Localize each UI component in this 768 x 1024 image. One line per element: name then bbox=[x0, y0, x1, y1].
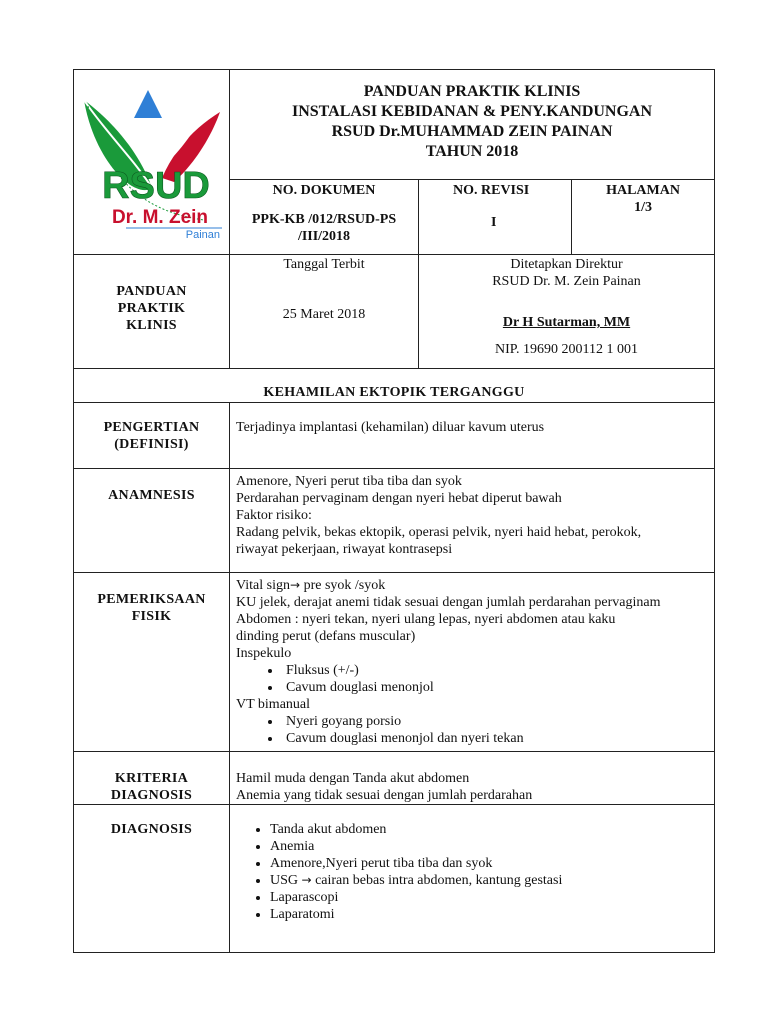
criteria-line-1: Hamil muda dengan Tanda akut abdomen bbox=[236, 771, 470, 786]
list-item: • Laparatomi bbox=[270, 906, 714, 923]
anamnesis-line-4: Radang pelvik, bekas ektopik, operasi pelvik, nyeri haid hebat, perokok, bbox=[236, 525, 642, 540]
anamnesis-label: ANAMNESIS bbox=[108, 488, 195, 503]
list-item: • Cavum douglasi menonjol dan nyeri tekan bbox=[282, 730, 708, 747]
revision-value: I bbox=[491, 215, 497, 230]
physical-exam-label-line-2: FISIK bbox=[131, 609, 172, 624]
criteria-label-line-1: KRITERIA bbox=[114, 771, 189, 786]
doc-number-cell bbox=[230, 180, 419, 255]
criteria-label-cell bbox=[74, 752, 230, 805]
document-title bbox=[230, 70, 714, 162]
diagnosis-label: DIAGNOSIS bbox=[110, 822, 193, 837]
physical-exam-content-cell bbox=[230, 573, 715, 752]
anamnesis-content-cell bbox=[230, 469, 715, 573]
list-item: • Nyeri goyang porsio bbox=[282, 713, 708, 730]
doc-number-line-1: PPK-KB /012/RSUD-PS bbox=[251, 212, 397, 227]
criteria-line-2: Anemia yang tidak sesuai dengan jumlah perdarahan bbox=[236, 788, 533, 803]
definition-label-cell bbox=[74, 403, 230, 469]
title-line-2: INSTALASI KEBIDANAN & PENY.KANDUNGAN bbox=[291, 103, 653, 120]
vt-label: VT bimanual bbox=[236, 697, 311, 712]
criteria-label bbox=[74, 752, 229, 804]
criteria-label-line-2: DIAGNOSIS bbox=[110, 788, 193, 803]
physical-exam-label-cell bbox=[74, 573, 230, 752]
doc-number-label: NO. DOKUMEN bbox=[272, 183, 376, 198]
usg-prefix: USG bbox=[270, 873, 299, 888]
vital-sign-line bbox=[236, 577, 708, 594]
approved-by-line-2: RSUD Dr. M. Zein Painan bbox=[492, 274, 641, 289]
diagnosis-content-cell bbox=[230, 805, 715, 953]
header-title-cell bbox=[230, 70, 715, 180]
director-name: Dr H Sutarman, MM bbox=[502, 315, 631, 330]
svg-text:Painan: Painan bbox=[185, 229, 220, 241]
title-line-4: TAHUN 2018 bbox=[425, 143, 519, 160]
revision-cell bbox=[419, 180, 572, 255]
vt-list bbox=[236, 713, 708, 747]
guideline-label-line-3: KLINIS bbox=[126, 318, 177, 333]
list-item: • Amenore,Nyeri perut tiba tiba dan syok bbox=[270, 855, 714, 872]
definition-label-line-1: PENGERTIAN bbox=[103, 420, 200, 435]
diagnosis-list bbox=[230, 805, 714, 923]
usg-suffix: cairan bebas intra abdomen, kantung gestasi bbox=[311, 873, 563, 888]
title-line-1: PANDUAN PRAKTIK KLINIS bbox=[363, 83, 581, 100]
definition-label-line-2: (DEFINISI) bbox=[114, 437, 189, 452]
exam-line-3: dinding perut (defans muscular) bbox=[236, 629, 416, 644]
criteria-content bbox=[230, 752, 714, 804]
svg-text:Dr. M. Zein: Dr. M. Zein bbox=[111, 207, 209, 228]
right-arrow-icon: → bbox=[290, 578, 301, 592]
approved-by-line-1: Ditetapkan Direktur bbox=[510, 257, 623, 272]
clinical-guideline-table bbox=[73, 69, 715, 953]
logo-graphic bbox=[74, 70, 228, 254]
guideline-label-line-2: PRAKTIK bbox=[117, 301, 186, 316]
list-item: • Fluksus (+/-) bbox=[282, 662, 708, 679]
vital-sign-prefix: Vital sign bbox=[236, 578, 290, 593]
definition-text: Terjadinya implantasi (kehamilan) diluar kavum uterus bbox=[236, 420, 545, 435]
list-item: • Laparascopi bbox=[270, 889, 714, 906]
vital-sign-suffix: pre syok /syok bbox=[300, 578, 386, 593]
director-nip: NIP. 19690 200112 1 001 bbox=[495, 342, 638, 357]
guideline-label-line-1: PANDUAN bbox=[116, 284, 187, 299]
issue-date-cell bbox=[230, 255, 419, 369]
guideline-label bbox=[74, 255, 229, 334]
revision-label: NO. REVISI bbox=[453, 183, 530, 198]
exam-line-4: Inspekulo bbox=[236, 646, 292, 661]
right-arrow-icon: → bbox=[301, 873, 312, 887]
anamnesis-line-2: Perdarahan pervaginam dengan nyeri hebat diperut bawah bbox=[236, 491, 562, 506]
topic-cell bbox=[74, 369, 715, 403]
anamnesis-label-cell bbox=[74, 469, 230, 573]
page-cell bbox=[572, 180, 715, 255]
exam-line-1: KU jelek, derajat anemi tidak sesuai dengan jumlah perdarahan pervaginam bbox=[236, 595, 661, 610]
list-item bbox=[270, 872, 714, 889]
diagnosis-label-cell bbox=[74, 805, 230, 953]
list-item: • Tanda akut abdomen bbox=[270, 821, 714, 838]
doc-number-line-2: /III/2018 bbox=[297, 229, 351, 244]
physical-exam-label bbox=[74, 573, 229, 625]
hospital-logo bbox=[74, 70, 228, 254]
issue-date-label: Tanggal Terbit bbox=[283, 257, 365, 272]
physical-exam-label-line-1: PEMERIKSAAN bbox=[97, 592, 206, 607]
anamnesis-content bbox=[230, 469, 714, 562]
list-item: • Anemia bbox=[270, 838, 714, 855]
list-item: • Cavum douglasi menonjol bbox=[282, 679, 708, 696]
anamnesis-line-1: Amenore, Nyeri perut tiba tiba dan syok bbox=[236, 474, 462, 489]
anamnesis-line-3: Faktor risiko: bbox=[236, 508, 312, 523]
title-line-3: RSUD Dr.MUHAMMAD ZEIN PAINAN bbox=[331, 123, 613, 140]
exam-line-2: Abdomen : nyeri tekan, nyeri ulang lepas, nyeri abdomen atau kaku bbox=[236, 612, 616, 627]
logo-cell bbox=[74, 70, 230, 255]
svg-text:RSUD: RSUD bbox=[102, 165, 210, 207]
page-label: HALAMAN bbox=[606, 183, 680, 198]
physical-exam-content bbox=[230, 573, 714, 751]
anamnesis-line-5: riwayat pekerjaan, riwayat kontrasepsi bbox=[236, 542, 453, 557]
page-value: 1/3 bbox=[634, 200, 652, 215]
inspekulo-list bbox=[236, 662, 708, 696]
guideline-label-cell bbox=[74, 255, 230, 369]
definition-content-cell bbox=[230, 403, 715, 469]
criteria-content-cell bbox=[230, 752, 715, 805]
definition-label bbox=[74, 403, 229, 453]
approval-cell bbox=[419, 255, 715, 369]
issue-date-value: 25 Maret 2018 bbox=[282, 307, 366, 322]
topic-title: KEHAMILAN EKTOPIK TERGANGGU bbox=[263, 385, 525, 400]
